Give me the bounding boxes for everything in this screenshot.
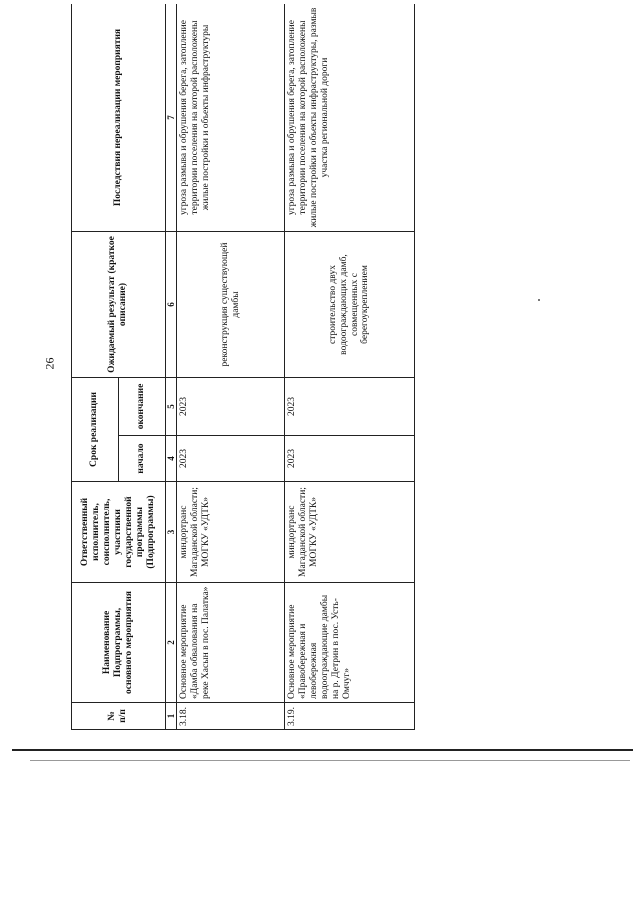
row-end: 2023 <box>177 378 285 436</box>
row-result: строительство двух водоограждающих дамб, совмещенных с берегоукреплением <box>285 232 415 378</box>
row-executor: миндортранс Магаданской области; МОГКУ «УДТК» <box>285 482 415 583</box>
header-period: Срок реализации <box>72 378 119 482</box>
table-row <box>177 4 285 730</box>
page-divider <box>12 749 633 751</box>
measures-table <box>71 4 415 730</box>
column-number: 1 <box>165 703 176 730</box>
rotated-table-container <box>71 4 415 730</box>
header-result: Ожидаемый результат (краткое описание) <box>72 232 166 378</box>
column-number: 4 <box>165 436 176 482</box>
header-row <box>72 4 119 730</box>
scan-speck <box>538 299 540 301</box>
row-num: 3.19. <box>285 703 415 730</box>
header-end: окончание <box>118 378 165 436</box>
column-number: 2 <box>165 583 176 703</box>
header-num: № п/п <box>72 703 166 730</box>
header-start: начало <box>118 436 165 482</box>
page-number: 26 <box>42 357 57 370</box>
row-num: 3.18. <box>177 703 285 730</box>
rotated-table <box>71 4 415 730</box>
header-executor: Ответственный исполнитель, соисполнитель, участники государственной программы (Подпрограммы) <box>72 482 166 583</box>
column-number: 5 <box>165 378 176 436</box>
column-number: 7 <box>165 4 176 232</box>
row-end: 2023 <box>285 378 415 436</box>
row-consequence: угроза размыва и обрушения берега, затопление территории поселения на которой расположены жилые постройки и объекты инфраструктуры <box>177 4 285 232</box>
row-result: реконструкция существующей дамбы <box>177 232 285 378</box>
column-number: 6 <box>165 232 176 378</box>
column-number-row <box>165 4 176 730</box>
column-number: 3 <box>165 482 176 583</box>
header-name: Наименование Подпрограммы, основного мероприятия <box>72 583 166 703</box>
row-name: Основное мероприятие «Правобережная и левобережная водоограждающие дамбы на р. Детрин в пос. Усть-Омчуг» <box>285 583 415 703</box>
row-start: 2023 <box>285 436 415 482</box>
row-executor: миндортранс Магаданской области; МОГКУ «УДТК» <box>177 482 285 583</box>
row-start: 2023 <box>177 436 285 482</box>
page-divider-thin <box>30 760 630 761</box>
row-name: Основное мероприятие «Дамба обвалования на реке Хасын в пос. Палатка» <box>177 583 285 703</box>
row-consequence: угроза размыва и обрушения берега, затопление территории поселения на которой расположены жилые постройки и объекты инфраструктуры, размыв участка региональной дороги <box>285 4 415 232</box>
header-consequence: Последствия нереализации мероприятия <box>72 4 166 232</box>
table-row <box>285 4 415 730</box>
